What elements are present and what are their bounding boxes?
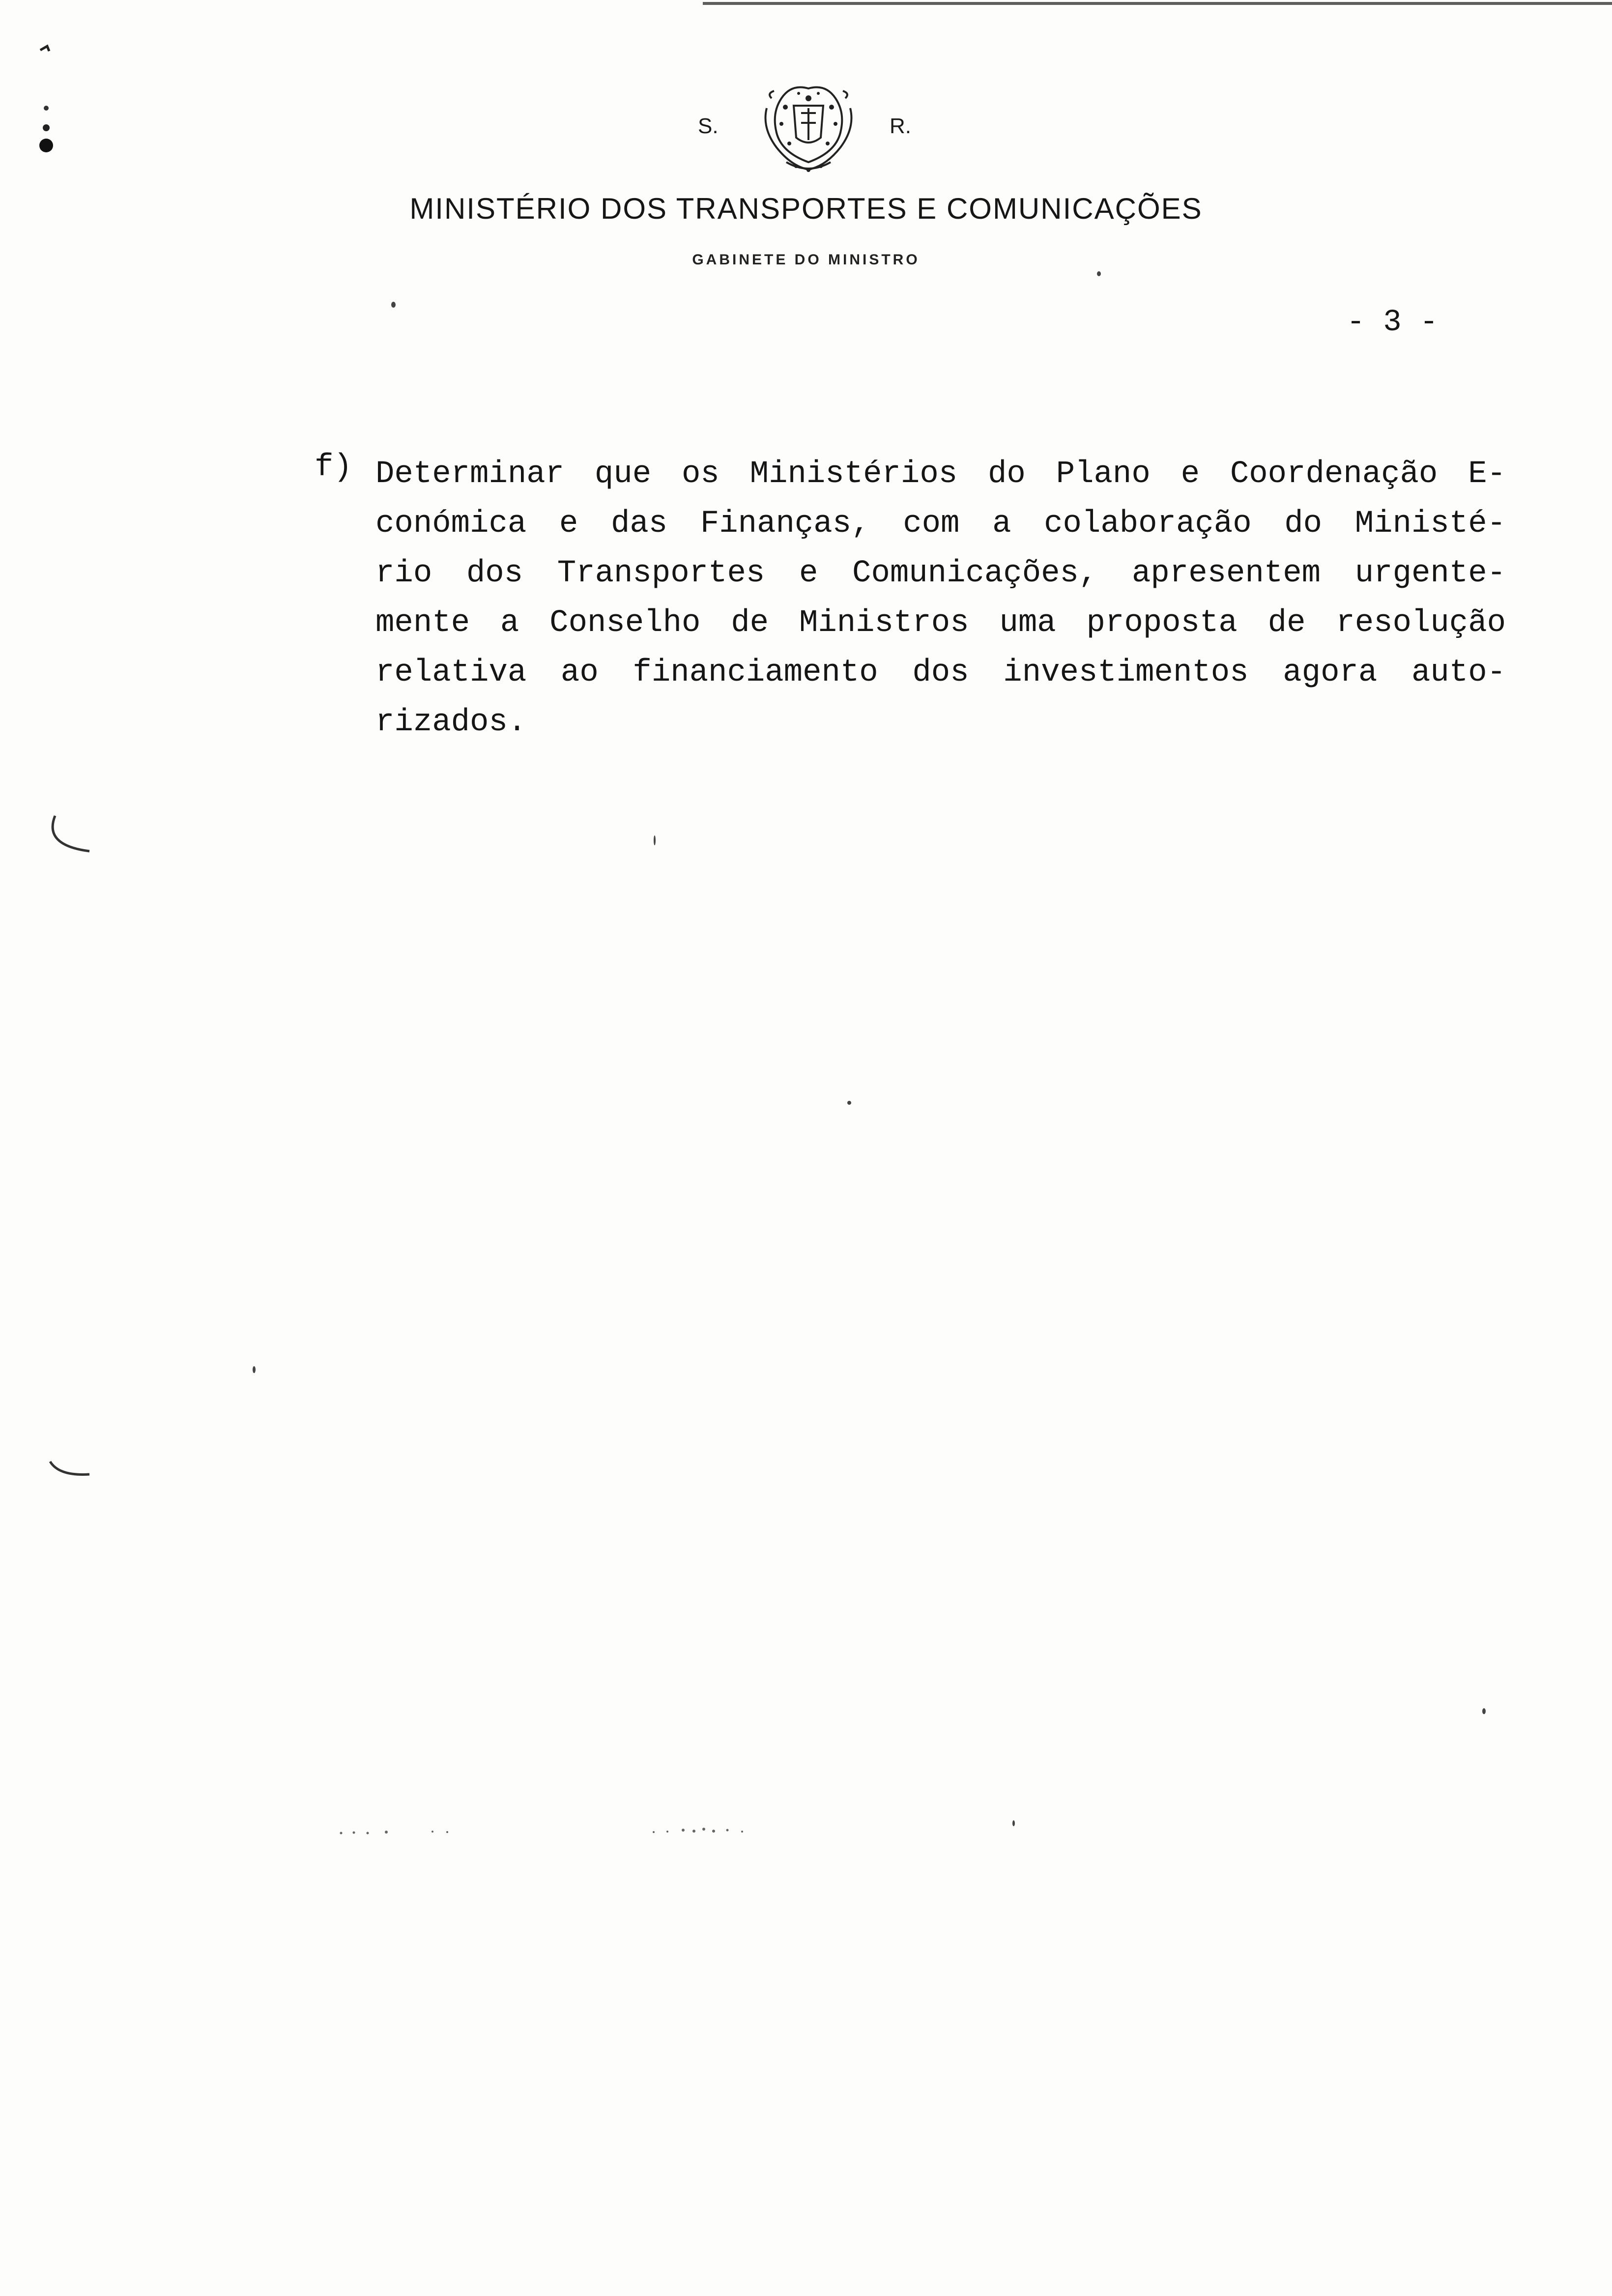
scan-noise-line xyxy=(339,1824,781,1839)
text-line: rio dos Transportes e Comunicações, apresentem urgente- xyxy=(375,556,1506,591)
seal-left-letter: S. xyxy=(698,114,719,138)
item-marker: f) xyxy=(315,450,352,485)
text-line: Determinar que os Ministérios do Plano e Coordenação E- xyxy=(375,457,1506,492)
binding-marks xyxy=(29,39,59,157)
speck xyxy=(654,835,656,845)
coat-of-arms-seal xyxy=(747,79,870,177)
speck xyxy=(847,1101,851,1105)
top-edge-rule xyxy=(703,2,1612,5)
text-line: mente a Conselho de Ministros uma proposta de resolução xyxy=(375,605,1506,641)
margin-hole-mark-upper xyxy=(45,811,99,860)
text-line: conómica e das Finanças, com a colaboração do Ministé- xyxy=(375,506,1506,542)
text-line: relativa ao financiamento dos investimentos agora auto- xyxy=(375,655,1506,690)
speck xyxy=(1012,1820,1015,1826)
speck xyxy=(253,1366,256,1373)
speck xyxy=(1482,1708,1486,1714)
office-subtitle: GABINETE DO MINISTRO xyxy=(692,252,920,268)
seal-right-letter: R. xyxy=(890,114,911,138)
text-line: rizados. xyxy=(375,705,527,740)
speck xyxy=(391,302,396,308)
ministry-title: MINISTÉRIO DOS TRANSPORTES E COMUNICAÇÕES xyxy=(409,192,1203,225)
item-text xyxy=(375,450,1506,747)
speck xyxy=(1097,271,1101,276)
margin-hole-mark-lower xyxy=(44,1455,98,1489)
page-number: - 3 - xyxy=(1347,305,1439,340)
seal-row xyxy=(698,79,914,177)
